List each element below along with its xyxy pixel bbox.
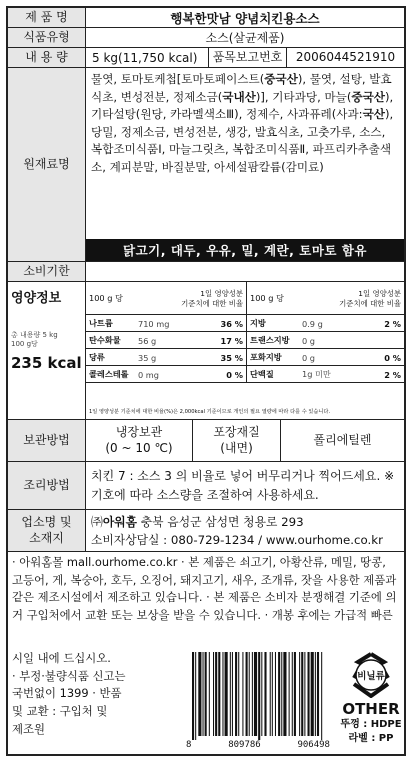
nutrient-value: 0 g	[302, 335, 316, 346]
nutrition-per-right: 100 g 당	[246, 282, 324, 315]
product-type-row	[8, 28, 404, 48]
barcode-bar	[213, 652, 214, 736]
barcode-bar	[294, 652, 296, 736]
ingredient-text-segment: ), 물엿, 설탕, 발효식초, 변성전분, 정제소금(	[91, 72, 392, 104]
expiry-row	[8, 262, 404, 282]
nutrition-daily-header-left: 1일 영양성분 기준치에 대한 비율	[181, 289, 243, 308]
nutrient-value: 710 mg	[138, 318, 170, 329]
nutrient-percent: 2 %	[384, 318, 401, 329]
nutrition-row	[86, 366, 404, 383]
barcode-bar	[301, 652, 303, 736]
packaging-label: 포장재질 (내면)	[192, 420, 280, 461]
barcode-bar	[275, 652, 276, 736]
company-label: 업소명 및 소재지	[8, 510, 86, 551]
content-label: 내 용 량	[8, 48, 86, 67]
barcode-bar	[205, 652, 207, 736]
report-number-label: 품목보고번호	[208, 48, 286, 67]
barcode-bar	[261, 652, 262, 736]
product-name-value: 행복한맛남 양념치킨용소스	[170, 10, 320, 26]
nutrient-name: 지방	[246, 315, 296, 332]
ingredient-text-segment: 물엿, 토마토케첩[토마토페이스트(	[91, 72, 265, 86]
ingredient-text-segment: ), 당밀, 정제소금, 변성전분, 생강, 발효식초, 고춧가루, 소스, 복합조미식품Ⅰ, 마늘그릿츠, 복합조미식품Ⅱ, 파프리카추출색소, 계피분말, 바질분말, 아세설팜칼륨(감미료)	[91, 107, 394, 175]
expiry-value	[86, 262, 404, 281]
barcode-bars	[184, 648, 332, 752]
nutrition-total-note: 총 내용량 5 kg 100 g당	[11, 331, 58, 349]
footer-section	[8, 552, 404, 754]
nutrient-name: 당류	[89, 352, 105, 362]
barcode-bar	[289, 652, 290, 736]
product-name-row	[8, 8, 404, 28]
barcode-digits	[184, 740, 332, 750]
content-value: 5 kg(11,750 kcal)	[92, 50, 198, 65]
packaging-value: 폴리에틸렌	[280, 420, 404, 461]
barcode-bar	[195, 652, 196, 744]
barcode-bar	[281, 652, 282, 736]
barcode-bar	[203, 652, 204, 736]
barcode-bar	[232, 652, 233, 736]
company-address: 충북 음성군 삼성면 청용로 293	[137, 515, 304, 529]
barcode-bar	[238, 652, 239, 736]
product-name-label: 제 품 명	[8, 8, 86, 27]
barcode-bar	[258, 652, 260, 744]
barcode-bar	[254, 652, 257, 736]
barcode-bar	[270, 652, 271, 736]
storage-row	[8, 420, 404, 462]
nutrition-daily-header-right: 1일 영양성분 기준치에 대한 비율	[339, 289, 401, 308]
recycle-lid: 뚜껑 : HDPE	[340, 719, 402, 730]
company-prefix: ㈜	[91, 515, 103, 529]
barcode-bar	[317, 652, 319, 736]
nutrition-row	[86, 315, 404, 332]
recycle-mark-text: 비닐류	[357, 671, 385, 682]
food-label	[6, 6, 406, 756]
nutrition-row	[86, 332, 404, 349]
ingredient-origin: 중국산	[351, 89, 385, 104]
barcode-bar	[321, 652, 322, 744]
company-line1	[91, 513, 399, 531]
nutrient-name: 탄수화물	[89, 335, 121, 345]
footer-line: 및 교환 : 구입처 및	[12, 704, 108, 719]
nutrient-value: 0.9 g	[302, 318, 323, 329]
footer-line: · 부정·불량식품 신고는	[12, 668, 126, 683]
nutrient-percent: 0 %	[384, 352, 401, 363]
footer-line: 제조원	[12, 721, 46, 736]
ingredients-row	[8, 68, 404, 262]
nutrition-header-row	[86, 282, 404, 315]
recycle-type: OTHER	[342, 700, 400, 718]
cooking-label: 조리방법	[8, 462, 86, 509]
report-number-value: 2006044521910	[286, 48, 404, 67]
nutrient-value: 35 g	[138, 352, 157, 363]
barcode-digits-mid: 809786	[228, 740, 261, 750]
nutrient-percent	[346, 332, 404, 349]
barcode-bar	[230, 652, 231, 736]
nutrient-percent: 35 %	[220, 352, 243, 363]
nutrient-name: 트랜스지방	[246, 332, 296, 349]
nutrient-name: 단백질	[246, 366, 296, 383]
barcode-bar	[225, 652, 228, 736]
company-row	[8, 510, 404, 552]
content-row	[8, 48, 404, 68]
barcode-bar	[278, 652, 280, 736]
barcode-bar	[299, 652, 300, 736]
ingredients-label: 원재료명	[8, 68, 86, 261]
cooking-value: 치킨 7 : 소스 3 의 비율로 넣어 버무리거나 찍어드세요. ※ 기호에 따라 소스량을 조절하여 사용하세요.	[91, 468, 395, 502]
barcode-bar	[242, 652, 243, 736]
barcode	[184, 648, 332, 752]
nutrient-value: 0 mg	[138, 369, 159, 380]
barcode-bar	[292, 652, 293, 736]
footer-line: 국번없이 1399 · 반품	[12, 686, 122, 701]
barcode-bar	[311, 652, 314, 736]
nutrition-per-left: 100 g 당	[89, 293, 123, 303]
nutrition-title: 영양정보	[11, 291, 62, 306]
barcode-bar	[192, 652, 194, 744]
barcode-bar	[246, 652, 248, 736]
nutrition-footnote: 1일 영양성분 기준치에 대한 비율(%)은 2,000kcal 기준이므로 개인의 필요 열량에 따라 다를 수 있습니다.	[89, 409, 331, 415]
storage-label: 보관방법	[8, 420, 86, 461]
nutrient-value: 1g 미만	[302, 369, 331, 379]
ingredient-text-segment: ), 기타설탕(원당, 카라멜색소Ⅲ), 정제수, 사과퓨레(사과:	[91, 89, 394, 122]
nutrient-percent: 36 %	[220, 318, 243, 329]
barcode-bar	[215, 652, 217, 736]
barcode-bar	[272, 652, 273, 736]
barcode-bar	[308, 652, 310, 736]
nutrition-kcal: 235 kcal	[11, 354, 82, 372]
allergy-notice: 닭고기, 대두, 우유, 밀, 계란, 토마토 함유	[86, 239, 404, 261]
nutrient-name: 포화지방	[246, 349, 296, 366]
company-line2: 소비자상담실 : 080-729-1234 / www.ourhome.co.kr	[91, 533, 383, 548]
nutrition-section	[8, 282, 404, 420]
nutrient-value: 56 g	[138, 335, 157, 346]
barcode-bar	[198, 652, 201, 736]
barcode-bar	[222, 652, 223, 736]
footer-lines	[12, 650, 126, 738]
barcode-bar	[249, 652, 250, 736]
barcode-bar	[252, 652, 253, 736]
barcode-bar	[264, 652, 266, 736]
barcode-bar	[304, 652, 305, 736]
footer-line: 시일 내에 드십시오.	[12, 651, 111, 665]
storage-value: 냉장보관 (0 ~ 10 ℃)	[105, 424, 173, 455]
ingredient-text-segment: )], 기타과당, 마늘(	[255, 89, 352, 104]
nutrient-percent: 0 %	[226, 369, 243, 380]
ingredients-text	[86, 68, 404, 239]
barcode-bar	[218, 652, 220, 736]
nutrient-value: 0 g	[302, 352, 316, 363]
recycle-label: 라벨 : PP	[348, 733, 394, 744]
nutrient-percent: 17 %	[220, 335, 243, 346]
barcode-bar	[235, 652, 237, 736]
barcode-digit-left: 8	[186, 740, 192, 750]
nutrient-name: 콜레스테롤	[89, 369, 129, 379]
company-value	[86, 510, 404, 551]
barcode-bar	[283, 652, 286, 736]
barcode-digits-right: 906498	[297, 740, 330, 750]
expiry-label: 소비기한	[8, 262, 86, 281]
cooking-row	[8, 462, 404, 510]
nutrient-percent: 2 %	[384, 369, 401, 380]
nutrition-grid	[86, 282, 404, 419]
footer-text: · 아워홈몰 mall.ourhome.co.kr · 본 제품은 쇠고기, 아황산류, 메밀, 땅콩, 고등어, 게, 복숭아, 호두, 오징어, 돼지고기, 새우, 조개류, 잣을 사용한 제품과 같은 제조시설에서 제조하고 있습니다. · 본 제품은 소비자 분쟁해결 기준에 의거 구입처에서 교환 또는 보상을 받을 수 있습니다. · 개봉 후에는 가급적 빠른	[12, 555, 397, 623]
barcode-bar	[209, 652, 210, 736]
nutrition-left	[8, 282, 86, 419]
nutrient-name: 나트륨	[89, 318, 113, 328]
recycle-block	[340, 652, 402, 752]
ingredient-origin: 국내산	[222, 89, 256, 104]
product-type-value: 소스(살균제품)	[205, 31, 285, 45]
ingredient-origin: 국산	[362, 107, 385, 122]
ingredient-origin: 중국산	[264, 72, 298, 86]
recycle-icon	[344, 652, 398, 698]
company-name: 아워홈	[102, 515, 138, 529]
nutrition-row	[86, 349, 404, 366]
barcode-bar	[315, 652, 316, 736]
product-type-label: 식품유형	[8, 28, 86, 47]
